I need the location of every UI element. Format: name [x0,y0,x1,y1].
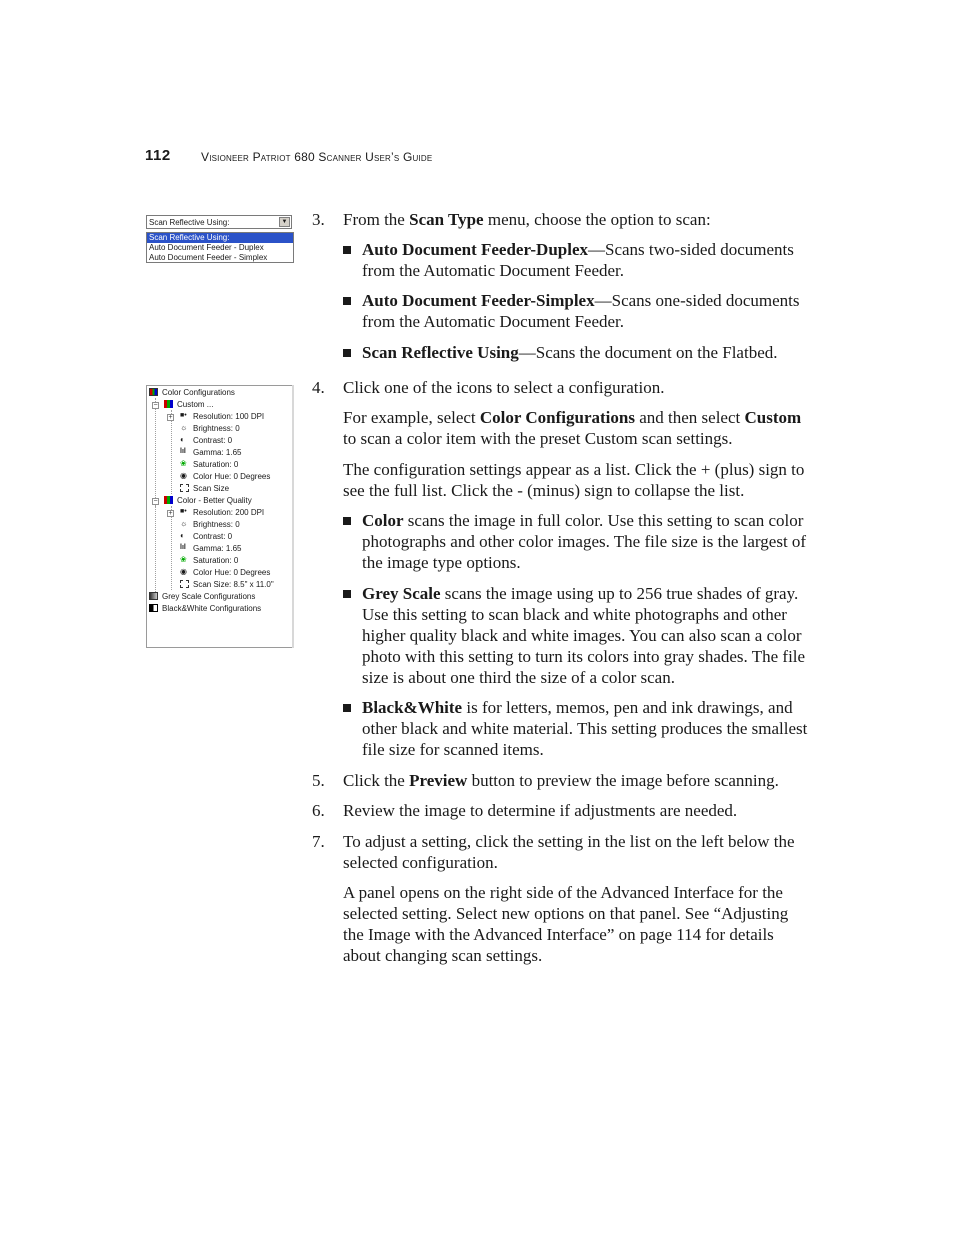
tree-item-brightness[interactable]: ☼ Brightness: 0 [180,422,240,433]
tree-item-scan-size[interactable]: Scan Size [180,483,229,495]
scan-type-select[interactable] [146,215,292,229]
step-4-explanation: The configuration settings appear as a list. Click the + (plus) sign to see the full list. Click the - (minus) sign to collapse the list. [343,460,805,500]
scan-type-options-list [146,232,294,263]
step-number: 4. [312,378,325,397]
saturation-icon: ❀ [180,458,187,468]
bullet-square-icon [343,297,351,305]
step-number: 3. [312,210,325,229]
step-text: Review the image to determine if adjustments are needed. [343,801,738,820]
histogram-icon: lıl [180,447,186,455]
bullet-square-icon [343,246,351,254]
tree-item-scan-size[interactable]: Scan Size: 8.5" x 11.0" [180,579,274,591]
contrast-icon: ◐ [180,434,185,444]
tree-item-saturation[interactable]: ❀ Saturation: 0 [180,554,239,565]
color-config-icon [149,388,158,396]
tree-item-custom[interactable]: Custom ... [164,399,213,411]
contrast-icon: ◐ [180,530,185,540]
step-7-explanation: A panel opens on the right side of the Advanced Interface for the selected setting. Select new options on that panel. See “Adjusting the Image with the Advanced Interface” on page 114 for details about changing scan settings. [343,883,789,965]
page-size-icon [180,580,189,588]
bw-config-icon [149,604,158,612]
resolution-icon: ■• [180,507,187,515]
color-preset-icon [164,496,173,504]
tree-item-saturation[interactable]: ❀ Saturation: 0 [180,458,239,469]
running-title: Visioneer Patriot 680 Scanner User’s Guide [201,150,433,164]
tree-item-color-better-quality[interactable]: Color - Better Quality [164,495,252,507]
tree-item-color-configurations[interactable]: Color Configurations [149,387,235,399]
scan-type-option[interactable]: Auto Document Feeder - Simplex [149,253,268,262]
step-number: 6. [312,801,325,820]
bullet-text: Scan Reflective Using—Scans the document on the Flatbed. [362,343,778,362]
collapse-icon[interactable]: − [153,498,158,505]
resolution-icon: ■• [180,411,187,419]
collapse-icon[interactable]: − [153,402,158,409]
tree-item-contrast[interactable]: ◐ Contrast: 0 [180,530,233,541]
step-text: Click the Preview button to preview the image before scanning. [343,771,779,790]
bullet-text: Black&White is for letters, memos, pen and ink drawings, and other black and white material. This setting produces the smallest file size for scanned items. [362,698,808,759]
bullet-text: Color scans the image in full color. Use this setting to scan color photographs and other color images. The file size is the largest of the image type options. [362,511,807,572]
bullet-text: Grey Scale scans the image using up to 256 true shades of gray. Use this setting to scan black and white photographs and other higher quality black and white images. You can also scan a color photo with this setting to turn its colors into gray shades. The file size is about one third the size of a color scan. [362,584,806,687]
eye-icon: ◉ [180,566,187,576]
tree-item-color-hue[interactable]: ◉ Color Hue: 0 Degrees [180,566,271,577]
step-text: To adjust a setting, click the setting in the list on the left below the selected configuration. [343,832,795,872]
scan-type-selected-value: Scan Reflective Using: [149,218,230,227]
histogram-icon: lıl [180,543,186,551]
tree-item-grey-scale-configurations[interactable]: Grey Scale Configurations [149,591,255,603]
step-number: 7. [312,832,325,851]
step-text: From the Scan Type menu, choose the option to scan: [343,210,711,229]
chevron-down-icon[interactable]: ▼ [279,217,290,227]
expand-icon[interactable]: + [168,414,173,421]
grey-config-icon [149,592,158,600]
configuration-tree [146,385,294,648]
sun-icon: ☼ [180,422,188,432]
expand-icon[interactable]: + [168,510,173,517]
tree-item-gamma[interactable]: lıl Gamma: 1.65 [180,447,242,457]
sun-icon: ☼ [180,518,188,528]
bullet-square-icon [343,349,351,357]
step-number: 5. [312,771,325,790]
bullet-text: Auto Document Feeder-Simplex—Scans one-sided documents from the Automatic Document Feeder. [362,291,800,331]
eye-icon: ◉ [180,470,187,480]
tree-item-brightness[interactable]: ☼ Brightness: 0 [180,518,240,529]
tree-item-color-hue[interactable]: ◉ Color Hue: 0 Degrees [180,470,271,481]
saturation-icon: ❀ [180,554,187,564]
bullet-text: Auto Document Feeder-Duplex—Scans two-sided documents from the Automatic Document Feeder. [362,240,794,280]
scan-type-dropdown[interactable] [146,215,294,263]
page-size-icon [180,484,189,492]
bullet-square-icon [343,704,351,712]
color-preset-icon [164,400,173,408]
bullet-square-icon [343,517,351,525]
tree-item-contrast[interactable]: ◐ Contrast: 0 [180,434,233,445]
tree-item-gamma[interactable]: lıl Gamma: 1.65 [180,543,242,553]
tree-item-resolution[interactable]: ■• Resolution: 100 DPI [180,411,265,421]
tree-item-resolution[interactable]: ■• Resolution: 200 DPI [180,507,265,517]
step-text: Click one of the icons to select a configuration. [343,378,665,397]
tree-item-black-white-configurations[interactable]: Black&White Configurations [149,603,261,615]
bullet-square-icon [343,590,351,598]
step-4-example: For example, select Color Configurations and then select Custom to scan a color item with the preset Custom scan settings. [343,408,802,448]
page-number: 112 [145,147,171,164]
scan-type-option[interactable]: Scan Reflective Using: [147,233,293,243]
scan-type-option[interactable]: Auto Document Feeder - Duplex [149,243,264,252]
